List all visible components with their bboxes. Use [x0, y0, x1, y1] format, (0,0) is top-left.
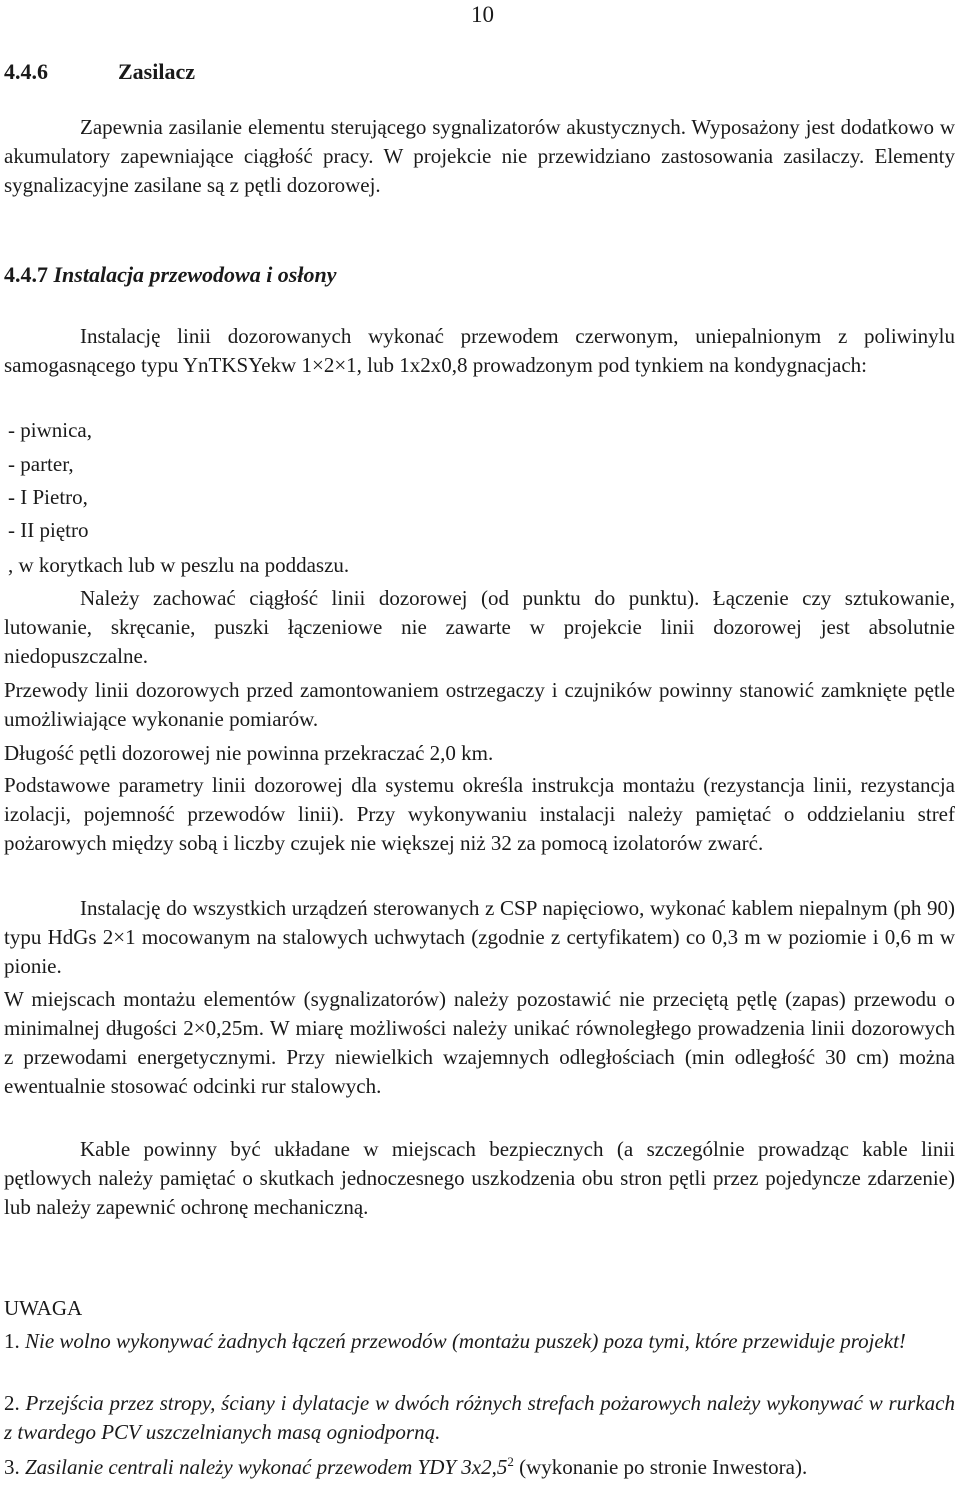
reserve-paragraph: W miejscach montażu elementów (sygnalizatorów) należy pozostawić nie przeciętą pętlę (zapas) przewodu o minimalnej długości 2×0,25m. W miarę możliwości należy unikać równoległego prowadzenia linii dozorowych z przewodami energetycznymi. Przy niewielkich wzajemnych odległościach (min odległość 30 cm) można ewentualnie stosować odcinki rur stalowych.: [4, 987, 955, 1098]
section-title: Zasilacz: [118, 59, 195, 84]
section-number: 4.4.7: [4, 262, 48, 287]
section-number: 4.4.6: [4, 59, 48, 84]
warning-item-number: 2.: [4, 1391, 20, 1415]
list-item: - piwnica,: [8, 418, 92, 442]
list-item: - parter,: [8, 452, 74, 476]
section-paragraph: Zapewnia zasilanie elementu sterującego sygnalizatorów akustycznych. Wyposażony jest dodatkowo w akumulatory zapewniające ciągłość pracy. W projekcie nie przewidziano zastosowania zasilaczy. Elementy sygnalizacyjne zasilane są z pętli dozorowej.: [4, 115, 955, 197]
warning-item-text: Zasilanie centrali należy wykonać przewodem YDY 3x2,5: [25, 1455, 508, 1479]
list-continuation: , w korytkach lub w peszlu na poddaszu.: [8, 553, 350, 577]
warning-item-text: Przejścia przez stropy, ściany i dylatacje w dwóch różnych strefach pożarowych należy wykonywać w rurkach z twardego PCV uszczelnianych masą ogniodporną.: [4, 1391, 955, 1444]
warning-item-number: 1.: [4, 1329, 20, 1353]
warning-title: UWAGA: [4, 1296, 83, 1320]
list-item: - I Pietro,: [8, 485, 88, 509]
section-title: Instalacja przewodowa i osłony: [53, 262, 337, 287]
parameters-paragraph: Podstawowe parametry linii dozorowej dla systemu określa instrukcja montażu (rezystancja linii, rezystancja izolacji, pojemność przewodów linii). Przy wykonywaniu instalacji należy pamiętać o oddzielaniu stref pożarowych między sobą i liczby czujek nie większej niż 32 za pomocą izolatorów zwarć.: [4, 773, 955, 855]
warning-item: [4, 1453, 955, 1482]
warning-item-text: Nie wolno wykonywać żadnych łączeń przewodów (montażu puszek) poza tymi, które przewiduje projekt!: [25, 1329, 906, 1353]
warning-item-tail: (wykonanie po stronie Inwestora).: [519, 1455, 808, 1479]
warning-item: [4, 1327, 955, 1356]
csp-paragraph: Instalację do wszystkich urządzeń sterowanych z CSP napięciowo, wykonać kablem niepalnym (ph 90) typu HdGs 2×1 mocowanym na stalowych uchwytach (zgodnie z certyfikatem) co 0,3 m w poziomie i 0,6 m w pionie.: [4, 896, 955, 978]
continuity-paragraph: Należy zachować ciągłość linii dozorowej (od punktu do punktu). Łączenie czy sztukowanie, lutowanie, skręcanie, puszki łączeniowe nie zawarte w projekcie linii dozorowej jest absolutnie niedopuszczalne.: [4, 586, 955, 668]
loops-paragraph: Przewody linii dozorowych przed zamontowaniem ostrzegaczy i czujników powinny stanowić zamknięte pętle umożliwiające wykonanie pomiarów.: [4, 678, 955, 731]
intro-paragraph: Instalację linii dozorowanych wykonać przewodem czerwonym, uniepalnionym z poliwinylu samogasnącego typu YnTKSYekw 1×2×1, lub 1x2x0,8 prowadzonym pod tynkiem na kondygnacjach:: [4, 324, 955, 377]
warning-item: [4, 1389, 955, 1447]
list-item: - II piętro: [8, 518, 89, 542]
warning-item-number: 3.: [4, 1455, 20, 1479]
section-heading-4-4-7: [4, 262, 336, 288]
superscript: 2: [507, 1454, 514, 1469]
document-page: [4, 0, 955, 1509]
section-heading-4-4-6: [4, 59, 195, 85]
cables-paragraph: Kable powinny być układane w miejscach bezpiecznych (a szczególnie prowadząc kable linii pętlowych należy pamiętać o skutkach jednoczesnego uszkodzenia obu stron pętli przez pojedyncze zdarzenie) lub należy zapewnić ochronę mechaniczną.: [4, 1137, 955, 1219]
page-number: 10: [471, 2, 494, 27]
length-paragraph: Długość pętli dozorowej nie powinna przekraczać 2,0 km.: [4, 741, 494, 765]
